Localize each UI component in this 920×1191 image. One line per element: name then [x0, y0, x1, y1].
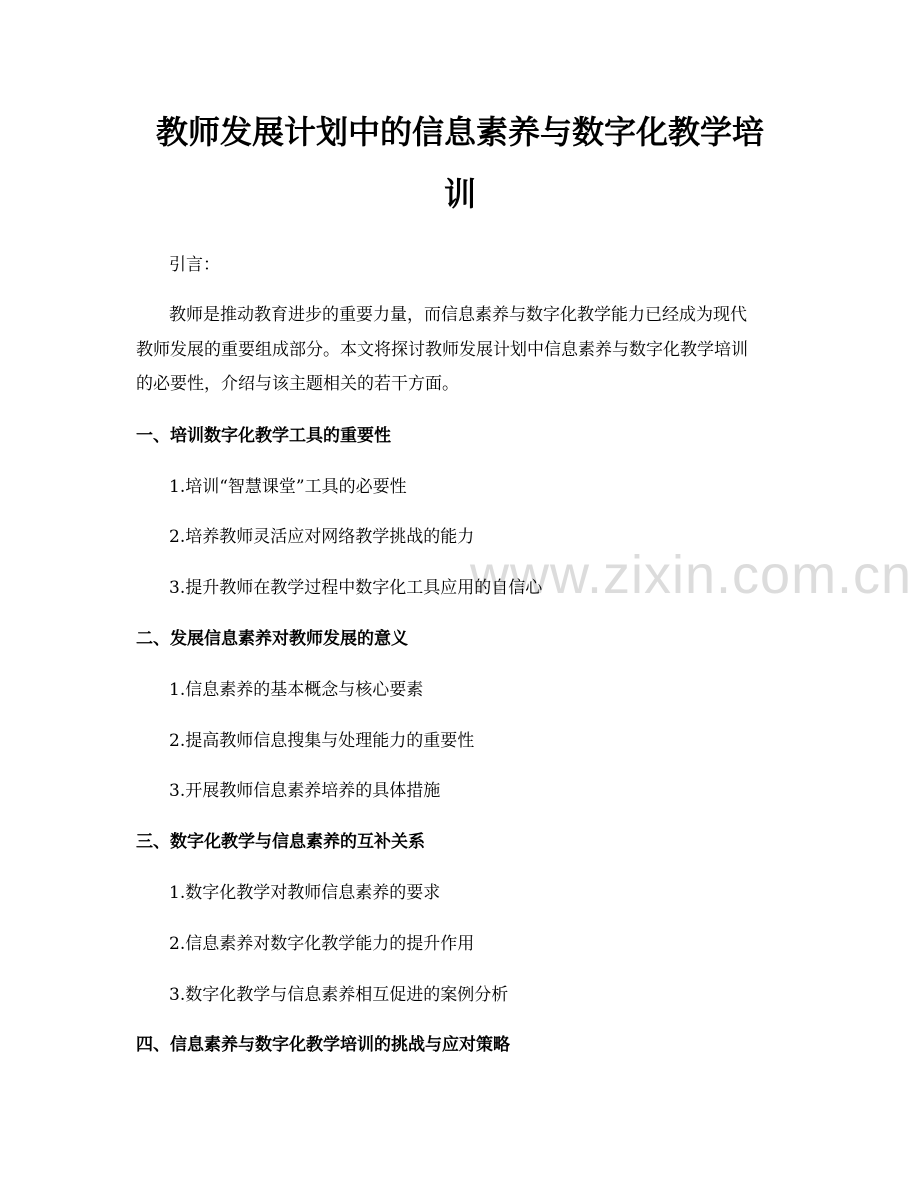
- section-list-item: 1.信息素养的基本概念与核心要素: [169, 680, 424, 700]
- intro-paragraph-line: 教师发展的重要组成部分。本文将探讨教师发展计划中信息素养与数字化教学培训: [136, 340, 748, 360]
- section-heading: 二、发展信息素养对教师发展的意义: [136, 629, 408, 649]
- document-title-line-2: 训: [443, 175, 476, 213]
- section-list-item: 2.提高教师信息搜集与处理能力的重要性: [169, 731, 475, 751]
- section-list-item: 2.培养教师灵活应对网络教学挑战的能力: [169, 527, 475, 547]
- intro-paragraph-line: 的必要性，介绍与该主题相关的若干方面。: [136, 374, 459, 394]
- watermark-text: www.zixin.com.cn: [470, 545, 913, 605]
- section-list-item: 2.信息素养对数字化教学能力的提升作用: [169, 934, 475, 954]
- intro-paragraph-line: 教师是推动教育进步的重要力量，而信息素养与数字化教学能力已经成为现代: [169, 305, 747, 325]
- section-heading: 一、培训数字化教学工具的重要性: [136, 426, 391, 446]
- intro-label: 引言：: [169, 255, 220, 275]
- document-title-line-1: 教师发展计划中的信息素养与数字化教学培: [155, 113, 764, 151]
- section-heading: 三、数字化教学与信息素养的互补关系: [136, 832, 425, 852]
- section-list-item: 3.提升教师在教学过程中数字化工具应用的自信心: [169, 578, 543, 598]
- section-list-item: 1.培训“智慧课堂”工具的必要性: [169, 477, 407, 497]
- section-heading: 四、信息素养与数字化教学培训的挑战与应对策略: [136, 1035, 510, 1055]
- section-list-item: 3.数字化教学与信息素养相互促进的案例分析: [169, 985, 509, 1005]
- section-list-item: 1.数字化教学对教师信息素养的要求: [169, 883, 441, 903]
- section-list-item: 3.开展教师信息素养培养的具体措施: [169, 781, 441, 801]
